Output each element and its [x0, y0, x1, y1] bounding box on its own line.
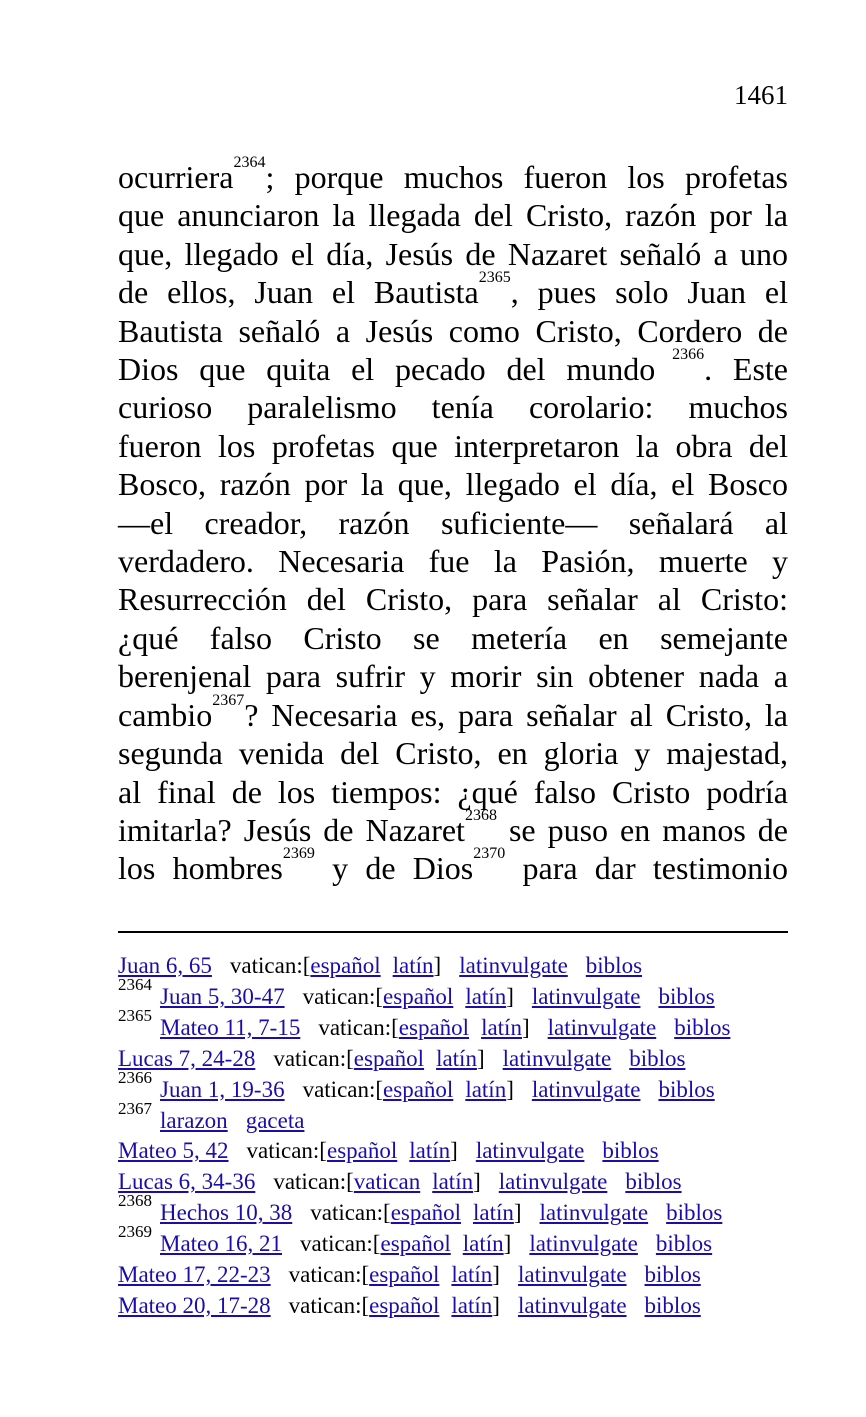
vatican-link[interactable]: español: [310, 953, 381, 978]
footnote-reference: 2366: [655, 346, 705, 364]
text-line: [118, 691, 788, 734]
vatican-link[interactable]: español: [326, 1138, 398, 1164]
text-segment: . Este: [704, 351, 789, 388]
text-segment: fueron los profetas que interpretaron la obra del: [118, 427, 788, 464]
bracket-close: ]: [506, 983, 514, 1009]
bracket-close: ]: [513, 1200, 522, 1226]
vatican-latin-link[interactable]: latín: [472, 1200, 514, 1226]
scripture-reference-link[interactable]: Lucas 7, 24-28: [118, 1045, 256, 1071]
latinvulgate-link[interactable]: latinvulgate: [529, 1231, 638, 1257]
page-number: 1461: [734, 80, 788, 110]
footnotes: [118, 951, 818, 1322]
vatican-label: vatican:[: [273, 1169, 354, 1195]
text-line: [118, 580, 788, 618]
text-segment: curioso paralelismo tenía corolario: muchos: [118, 389, 788, 426]
footnote-reference: 2369: [282, 845, 315, 863]
vatican-latin-link[interactable]: latín: [451, 1262, 493, 1288]
vatican-label: vatican:[: [288, 1262, 370, 1288]
body-text: [118, 154, 789, 888]
footnote-entry: [118, 1222, 818, 1260]
footnote-number: 2369: [118, 1222, 152, 1242]
footnote-number: 2367: [118, 1098, 152, 1118]
vatican-latin-link[interactable]: latín: [409, 1138, 451, 1164]
biblos-link[interactable]: biblos: [585, 953, 643, 978]
biblos-link[interactable]: biblos: [666, 1200, 723, 1226]
vatican-latin-link[interactable]: latín: [481, 1014, 522, 1040]
latinvulgate-link[interactable]: latinvulgate: [531, 1076, 641, 1102]
vatican-label: vatican:[: [310, 1200, 391, 1226]
vatican-label: vatican:[: [288, 1292, 370, 1318]
text-segment: los hombres: [118, 850, 283, 887]
vatican-label: vatican:[: [302, 1076, 384, 1102]
biblos-link[interactable]: biblos: [655, 1231, 713, 1257]
vatican-label: vatican:[: [318, 1014, 399, 1040]
footnote-entry: [118, 1136, 818, 1167]
vatican-latin-link[interactable]: latín: [436, 1045, 477, 1071]
bracket-close: ]: [473, 1169, 481, 1195]
vatican-latin-link[interactable]: latín: [432, 1169, 474, 1195]
footnote-entry: [118, 1005, 818, 1044]
text-segment: ocurriera: [118, 159, 234, 195]
vatican-link[interactable]: español: [390, 1200, 461, 1226]
footnote-entry: [118, 1067, 818, 1106]
footnote-entry: [118, 974, 818, 1013]
bracket-close: ]: [506, 1076, 514, 1102]
vatican-link[interactable]: español: [369, 1262, 440, 1288]
latinvulgate-link[interactable]: latinvulgate: [475, 1138, 585, 1164]
text-segment: ; porque muchos fueron los profetas: [265, 159, 788, 195]
scripture-reference-link[interactable]: Mateo 5, 42: [118, 1138, 229, 1164]
vatican-link[interactable]: español: [383, 1076, 454, 1102]
text-line: [118, 806, 789, 849]
scripture-reference-link[interactable]: Mateo 17, 22-23: [118, 1262, 271, 1288]
vatican-label: vatican:[: [302, 983, 384, 1009]
bracket-close: ]: [503, 1231, 512, 1257]
text-segment: segunda venida del Cristo, en gloria y majestad,: [118, 735, 788, 772]
scripture-reference-link[interactable]: Juan 6, 65: [118, 953, 212, 978]
text-line: [118, 427, 788, 465]
biblos-link[interactable]: biblos: [658, 983, 715, 1009]
text-segment: para dar testimonio: [505, 850, 789, 887]
scripture-reference-link[interactable]: Mateo 20, 17-28: [118, 1292, 271, 1318]
scripture-reference-link[interactable]: Mateo 11, 7-15: [160, 1014, 301, 1040]
text-line: [118, 465, 788, 503]
footnote-number: 2366: [118, 1067, 152, 1087]
footnote-number: 2365: [118, 1005, 152, 1025]
footnote-reference: 2367: [212, 691, 245, 709]
text-line: [118, 269, 789, 311]
text-segment: ? Necesaria es, para señalar al Cristo, la: [244, 696, 788, 733]
footnote-entry: [118, 1167, 818, 1198]
scripture-reference-link[interactable]: larazon: [160, 1107, 228, 1133]
vatican-link[interactable]: español: [369, 1292, 440, 1318]
latinvulgate-link[interactable]: latinvulgate: [531, 983, 641, 1009]
text-line: [118, 388, 788, 426]
source-link[interactable]: gaceta: [245, 1107, 305, 1133]
text-segment: que anunciaron la llegada del Cristo, razón por la: [118, 197, 788, 234]
vatican-latin-link[interactable]: latín: [392, 953, 434, 978]
footnote-reference: 2370: [473, 845, 506, 863]
biblos-link[interactable]: biblos: [644, 1262, 701, 1288]
text-segment: ¿qué falso Cristo se metería en semejante: [118, 619, 788, 656]
vatican-label: vatican:[: [246, 1138, 327, 1164]
latinvulgate-link[interactable]: latinvulgate: [547, 1014, 657, 1040]
bracket-close: ]: [433, 953, 442, 978]
footnote-entry: [118, 1191, 818, 1229]
scripture-reference-link[interactable]: Juan 1, 19-36: [160, 1076, 285, 1102]
footnote-number: 2368: [118, 1191, 152, 1211]
text-line: [118, 346, 789, 388]
vatican-link[interactable]: español: [398, 1014, 470, 1040]
bracket-close: ]: [492, 1292, 500, 1318]
vatican-link[interactable]: español: [353, 1045, 425, 1071]
scripture-reference-link[interactable]: Juan 5, 30-47: [160, 983, 285, 1009]
text-segment: imitarla? Jesús de Nazaret: [118, 811, 465, 848]
footnote-entry: [118, 951, 818, 982]
footnote-entry: [118, 1044, 818, 1075]
text-line: [118, 657, 788, 695]
vatican-link[interactable]: vatican: [353, 1169, 421, 1195]
vatican-latin-link[interactable]: latín: [462, 1231, 504, 1257]
latinvulgate-link[interactable]: latinvulgate: [517, 1262, 627, 1288]
vatican-label: vatican:[: [300, 1231, 381, 1257]
bracket-close: ]: [492, 1262, 500, 1288]
biblos-link[interactable]: biblos: [658, 1076, 715, 1102]
text-segment: verdadero. Necesaria fue la Pasión, muerte y: [118, 543, 788, 580]
text-segment: —el creador, razón suficiente— señalará al: [118, 504, 788, 541]
text-segment: Bautista señaló a Jesús como Cristo, Cordero de: [118, 312, 788, 349]
text-segment: y de Dios: [314, 850, 474, 887]
text-segment: al final de los tiempos: ¿qué falso Cristo podría: [118, 773, 788, 810]
bracket-close: ]: [450, 1138, 458, 1164]
biblos-link[interactable]: biblos: [625, 1169, 682, 1195]
scripture-reference-link[interactable]: Lucas 6, 34-36: [118, 1169, 256, 1195]
text-segment: Resurrección del Cristo, para señalar al Cristo:: [118, 581, 788, 618]
footnote-separator: [118, 931, 788, 933]
text-line: [118, 542, 788, 580]
text-line: [118, 845, 789, 887]
vatican-latin-link[interactable]: latín: [465, 1076, 507, 1102]
biblos-link[interactable]: biblos: [602, 1138, 659, 1164]
latinvulgate-link[interactable]: latinvulgate: [498, 1169, 608, 1195]
biblos-link[interactable]: biblos: [674, 1014, 731, 1040]
text-segment: berenjenal para sufrir y morir sin obtener nada a: [118, 658, 788, 695]
vatican-link[interactable]: español: [383, 983, 454, 1009]
text-line: [118, 196, 788, 234]
footnote-entry: [118, 1260, 818, 1291]
text-segment: Bosco, razón por la que, llegado el día, el Bosco: [118, 466, 788, 503]
bracket-close: ]: [476, 1045, 485, 1071]
footnote-reference: 2368: [464, 806, 497, 824]
text-line: [118, 734, 788, 772]
text-segment: Dios que quita el pecado del mundo: [118, 351, 656, 388]
text-segment: cambio: [118, 696, 213, 733]
biblos-link[interactable]: biblos: [629, 1045, 686, 1071]
text-line: [118, 504, 788, 542]
footnote-entry: [118, 1098, 818, 1137]
vatican-latin-link[interactable]: latín: [465, 983, 507, 1009]
footnote-reference: 2365: [478, 269, 511, 287]
footnote-reference: 2364: [233, 154, 266, 171]
text-line: [118, 619, 788, 657]
footnote-number: 2364: [118, 974, 152, 994]
latinvulgate-link[interactable]: latinvulgate: [539, 1200, 649, 1226]
text-segment: , pues solo Juan el: [510, 274, 789, 311]
bracket-close: ]: [521, 1014, 530, 1040]
vatican-latin-link[interactable]: latín: [451, 1292, 493, 1318]
text-segment: de ellos, Juan el Bautista: [118, 274, 479, 311]
footnote-entry: [118, 1291, 818, 1322]
text-line: [118, 312, 788, 350]
latinvulgate-link[interactable]: latinvulgate: [502, 1045, 612, 1071]
latinvulgate-link[interactable]: latinvulgate: [459, 953, 568, 978]
scripture-reference-link[interactable]: Hechos 10, 38: [160, 1200, 293, 1226]
vatican-label: vatican:[: [229, 953, 311, 978]
latinvulgate-link[interactable]: latinvulgate: [517, 1292, 627, 1318]
text-line: [118, 235, 788, 273]
vatican-label: vatican:[: [273, 1045, 354, 1071]
biblos-link[interactable]: biblos: [644, 1292, 701, 1318]
text-segment: que, llegado el día, Jesús de Nazaret señaló a uno: [118, 235, 788, 272]
text-segment: se puso en manos de: [496, 811, 789, 848]
text-line: [118, 154, 788, 196]
text-line: [118, 773, 788, 811]
vatican-link[interactable]: español: [380, 1231, 451, 1257]
scripture-reference-link[interactable]: Mateo 16, 21: [160, 1231, 283, 1257]
